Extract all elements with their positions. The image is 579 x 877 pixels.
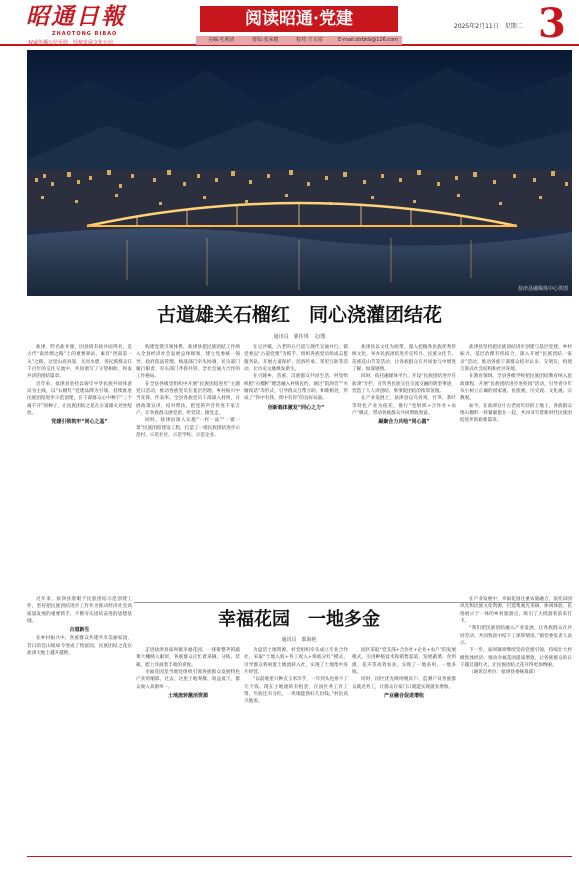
paragraph: 走进盐津县庙坝镇幸福花园，一排排整齐的蔬菜大棚映入眼帘，各族群众正忙着采摘、分拣、装箱，脸上洋溢着丰收的喜悦。 [136, 648, 240, 668]
article-1-headline[interactable]: 古道雄关石榴红 同心浇灌团结花 [156, 304, 442, 326]
article-2-column-4 [460, 596, 572, 852]
page-number: 3 [538, 0, 566, 47]
paragraph: 盐津县坚持把民族团结进步创建与基层党建、乡村振兴、基层治理有机结合，深入开展“民族团结一家亲”活动，推动各族干部群众结对认亲、交朋友，构建互嵌式社会结构和社区环境。 [460, 345, 572, 373]
paragraph: 在教育领域，全县各级学校把民族团结教育纳入思政课程，开展“民族团结进步进校园”活动，引导青少年从小树立正确的国家观、民族观、历史观、文化观、宗教观。 [460, 374, 572, 402]
article-1-byline: 通讯员 郭佳琪 文/图 [273, 334, 326, 340]
staff-editor: 美编:毛利清 [208, 37, 235, 43]
subheading: 土地流转激活资源 [167, 693, 208, 700]
article-2-byline: 通讯员 邬海艳 [281, 637, 317, 643]
article-1-column-5 [460, 344, 572, 596]
subheading: 古道新生 [69, 627, 90, 634]
paragraph: 同时，园区优先吸纳脱贫户、监测户及各族群众就近务工，让群众在家门口就能实现就业增收。 [352, 677, 456, 690]
masthead [0, 0, 579, 46]
paragraph: 幸福花园是当地党组织引领各族群众发展特色产业的缩影。过去，这里土地零散、效益低下，群众收入来源单一。 [136, 670, 240, 690]
article-1-column-4 [352, 344, 456, 596]
article-2-column-1 [136, 647, 240, 852]
article-1-column-3 [244, 344, 348, 596]
paragraph: 如今，在盐津这片古老而年轻的土地上，各族群众像石榴籽一样紧紧抱在一起，共同书写着新时代民族团结进步的崭新篇章。 [460, 403, 572, 424]
logo-title: 昭通日報 [26, 3, 126, 30]
paragraph: 近年来，盐津县坚持以铸牢中华民族共同体意识为主线，以“石榴红”党建品牌为引领，持续推进民族团结进步示范创建，在干部群众心中种下“三个离不开”的种子，让民族团结之花在古道雄关处处绽放。 [27, 381, 132, 417]
paragraph: 盐津县以文化为纽带，深入挖掘各民族优秀传统文化，举办民族团结进步宣传月、民族文化节、苗族花山节等活动，让各族群众在共同参与中增进了解、加深感情。 [352, 345, 456, 373]
paragraph: 为盘活土地资源，村党组织牵头成立专业合作社，采取“土地入股+务工收入+保底分红”模式，引导群众将闲置土地流转入社，实现了土地集中连片经营。 [244, 648, 348, 676]
paragraph: 盐津，昨名盐井渡，因县境有盐井而得名，是古代“南丝绸之路”上的重要驿站，素有“西南第一关”之称。这里山高谷深，关河水碧，各民族群众在千百年的交往交流中，共同谱写了守望相助、和衷共济的团结篇章。 [27, 345, 132, 380]
logo-slogan: 权威传播公信至简 厚植发展文化公信 [28, 40, 114, 46]
paragraph: “以前地里只种点玉米洋芋，一年到头也挣不了几个钱。现在土地流转有租金，在园区务工有工资，年底还有分红，一块地能挣好几份钱。”村民高兴地说。 [244, 677, 348, 705]
staff-designer: 排版:张荣健 [252, 37, 279, 43]
article-2-column-3 [352, 647, 456, 852]
article-1-lower-column [27, 596, 132, 852]
paragraph: 在乡村振兴中，各族群众共建共享美丽家园，昔日的荒山坡如今变成了致富园，民族团结之花在盐津大地上越开越艳。 [27, 636, 132, 657]
staff-proof: 校对:王文富 [296, 37, 323, 43]
article-2-headline[interactable]: 幸福花园 一地多金 [218, 609, 380, 630]
paragraph: 近年来，盐津县着眼于民族团结示范创建工作，坚持把民族团结进步工作作为推动经济社会高质量发展的重要抓手，不断夯实团结奋进的思想基础。 [27, 597, 132, 625]
subheading: 凝聚合力共绘“同心圆” [378, 419, 430, 426]
subheading: 党建引领筑牢“同心之基” [51, 419, 108, 426]
paragraph: “我们把民族团结融入产业发展，让各族群众在共同劳动、共同致富中结下了深厚情谊。”镇党委负责人表示。 [460, 626, 572, 647]
subheading: 创新载体激发“同心之力” [267, 404, 325, 411]
paragraph: 在全县各级党组织中开展“民族团结进步”主题党日活动，推动各族党员在基层治理、乡村振兴中当先锋、作表率。全县各族党员干部深入村组，开展政策宣讲、结对帮扶，把党的声音传进千家万户，让各族群众感党恩、听党话、跟党走。 [136, 381, 240, 417]
photo-credit: 盐津县融媒体中心供图 [517, 286, 568, 292]
paragraph: （通讯员单位：盐津县委统战部） [469, 670, 538, 676]
paragraph: 同时，依托融媒体平台，开设“民族团结进步在盐津”专栏，宣传各民族交往交流交融的典型事迹，营造了人人讲团结、事事促团结的浓厚氛围。 [352, 374, 456, 395]
section-title: 阅读昭通·党建 [245, 9, 353, 29]
article-2-column-2 [244, 647, 348, 852]
staff-email-link[interactable]: E-mail:ztrbkb@126.com [338, 37, 399, 43]
newspaper-logo[interactable] [26, 4, 146, 46]
paragraph: 在豆沙镇，古老的五尺道与现代交通并行，镇党委以“古道党建”为抓手，组织各族党员组成志愿服务队，开展古道保护、民俗传承、邻里互助等活动，让历史文脉焕发新生。 [244, 345, 348, 373]
issue-date: 2025年2月11日 星期二 [454, 23, 523, 30]
paragraph: 在产业发展中，幸福花园注重农旅融合，依托田园风光和民族文化资源，打造集观光采摘、休闲体验、民俗展示于一体的乡村旅游点，吸引了大批游客前来打卡。 [460, 597, 572, 625]
hero-photo[interactable] [27, 50, 572, 296]
paragraph: 下一步，庙坝镇将继续坚持党建引领，持续壮大村级集体经济，推动幸福花园提质增效，让各族群众的日子越过越红火，让民族团结之花开得更加绚丽。 [460, 648, 572, 669]
subheading: 产业融合促进增收 [383, 693, 424, 700]
logo-pinyin: ZHAOTONG RIBAO [52, 31, 118, 37]
article-1-column-2 [136, 344, 240, 596]
paragraph: 在兴隆乡，苗族、汉族群众共同生活，村党组织把“石榴籽”理念融入村规民约，通过“院坝会”“火塘夜话”等形式，引导群众互帮互助、和睦相处，形成了“你中有我、我中有你”的良好局面。 [244, 374, 348, 402]
paragraph: 同时，盐津县深入实施“一村一品”“一寨一景”民族团结建设工程，打造了一批民族团结进步示范村、示范社区、示范学校、示范企业。 [136, 418, 240, 439]
footer-rule [27, 856, 572, 857]
paragraph: 构建党建引领体系，盐津县把民族团结工作纳入全县经济社会发展总体规划，建立党委统一领导、政府依法管理、统战部门牵头协调、民宗部门履行职责、有关部门齐抓共管、全社会通力合作的工作格局。 [136, 345, 240, 380]
section-banner [200, 6, 398, 32]
night-city-illustration [27, 50, 572, 296]
staff-line [196, 36, 402, 45]
article-1-column-1 [27, 344, 132, 596]
paragraph: 在产业发展上，盐津县以乌骨鸡、竹笋、茶叶等特色产业为依托，推行“党组织+合作社+农户”模式，带动各族群众共同增收致富。 [352, 396, 456, 417]
paragraph: 园区采取“党支部+合作社+企业+农户”的发展模式，引进种植技术和销售渠道，发展蔬菜、食用菌、花卉等高效农业，实现了一地多用、一地多收。 [352, 648, 456, 676]
